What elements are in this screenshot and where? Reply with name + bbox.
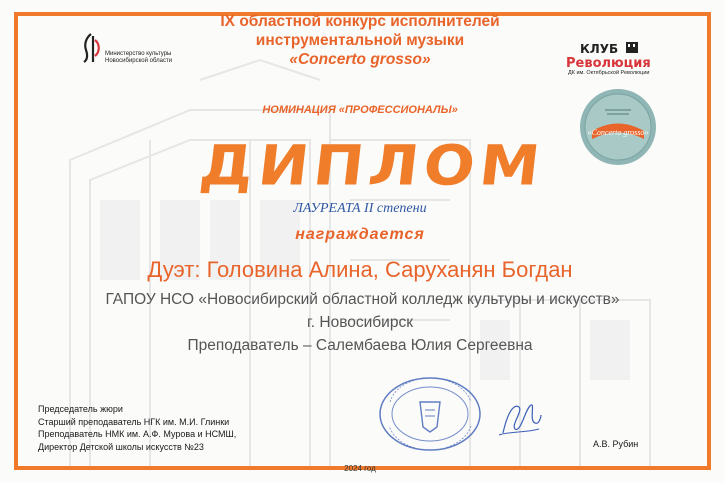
concerto-grosso-badge xyxy=(577,86,659,168)
ministry-line-1: Министерство культуры xyxy=(105,51,172,57)
handwritten-signature xyxy=(495,395,545,440)
awarded-label: награждается xyxy=(295,226,425,243)
title-line-1: IX областной конкурс исполнителей xyxy=(220,13,500,30)
jury-line-2: Старший преподаватель НГК им. М.И. Глинки xyxy=(38,416,230,427)
club-subtitle: ДК им. Октябрьской Революции xyxy=(568,70,650,76)
signatory-name: А.В. Рубин xyxy=(593,439,639,449)
badge-text: «Concerto grosso» xyxy=(587,128,649,137)
official-seal-stamp xyxy=(375,372,485,452)
club-revolution-logo xyxy=(564,40,664,72)
club-word: КЛУБ xyxy=(580,42,619,56)
jury-line-4: Директор Детской школы искусств №23 xyxy=(38,441,204,452)
ministry-logo-icon xyxy=(78,32,104,64)
contest-title xyxy=(180,12,540,69)
jury-line-3: Преподаватель НМК им. А.Ф. Мурова и НСМШ, xyxy=(38,429,237,439)
city-name: г. Новосибирск xyxy=(307,314,413,331)
nomination-label: НОМИНАЦИЯ «ПРОФЕССИОНАЛЫ» xyxy=(262,104,458,116)
diploma-year: 2024 год xyxy=(344,464,376,473)
college-name: ГАПОУ НСО «Новосибирский областной колледж культуры и искусств» xyxy=(105,291,620,308)
laureate-degree: ЛАУРЕАТА II степени xyxy=(293,201,427,216)
building-icon xyxy=(626,42,638,53)
title-line-3: «Concerto grosso» xyxy=(289,51,431,68)
jury-line-1: Председатель жюри xyxy=(38,404,123,414)
teacher-name: Преподаватель – Салембаева Юлия Сергеевна xyxy=(187,337,533,354)
title-line-2: инструментальной музыки xyxy=(255,32,465,49)
revolution-word: Революция xyxy=(566,56,651,71)
ministry-line-2: Новосибирской области xyxy=(105,58,173,64)
jury-chair-block xyxy=(38,403,308,453)
diploma-heading: ДИПЛОМ xyxy=(196,133,549,199)
ministry-caption xyxy=(105,51,185,65)
recipient-names: Дуэт: Головина Алина, Саруханян Богдан xyxy=(147,257,573,282)
